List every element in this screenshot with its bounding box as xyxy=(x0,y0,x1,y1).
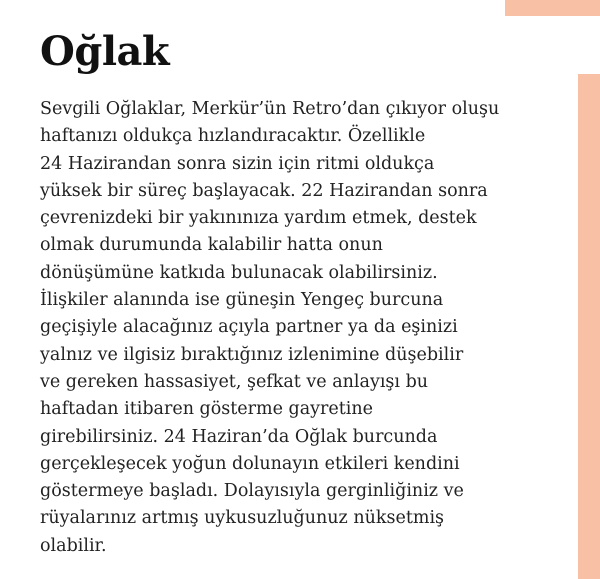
body-line: çevrenizdeki bir yakınınıza yardım etmek, destek xyxy=(40,208,477,229)
body-line: yüksek bir süreç başlayacak. 22 Hazirandan sonra xyxy=(40,180,488,201)
accent-block-right xyxy=(578,74,600,579)
horoscope-card xyxy=(20,16,578,579)
accent-block-top xyxy=(505,0,600,16)
article-title: Oğlak xyxy=(40,28,170,75)
body-line: girebilirsiniz. 24 Haziran’da Oğlak burcunda xyxy=(40,426,438,447)
body-line: dönüşümüne katkıda bulunacak olabilirsiniz. xyxy=(40,262,438,283)
body-line: ve gereken hassasiyet, şefkat ve anlayışı bu xyxy=(40,371,429,392)
body-line: göstermeye başladı. Dolayısıyla gerginliğiniz ve xyxy=(40,481,464,502)
body-line: haftadan itibaren gösterme gayretine xyxy=(40,399,374,420)
body-line: Sevgili Oğlaklar, Merkür’ün Retro’dan çıkıyor oluşu xyxy=(40,99,500,119)
body-line: haftanızı oldukça hızlandıracaktır. Özellikle xyxy=(40,126,426,147)
body-line: rüyalarınız artmış uykusuzluğunuz nüksetmiş xyxy=(40,508,445,529)
body-line: İlişkiler alanında ise güneşin Yengeç burcuna xyxy=(40,290,444,311)
body-line: olmak durumunda kalabilir hatta onun xyxy=(40,235,383,256)
body-line: yalnız ve ilgisiz bıraktığınız izlenimine düşebilir xyxy=(40,344,464,365)
article-body xyxy=(40,96,560,560)
body-line: geçişiyle alacağınız açıyla partner ya da eşinizi xyxy=(40,317,458,338)
body-line: olabilir. xyxy=(40,535,107,556)
body-line: 24 Hazirandan sonra sizin için ritmi oldukça xyxy=(40,153,435,174)
body-line: gerçekleşecek yoğun dolunayın etkileri kendini xyxy=(40,453,460,474)
